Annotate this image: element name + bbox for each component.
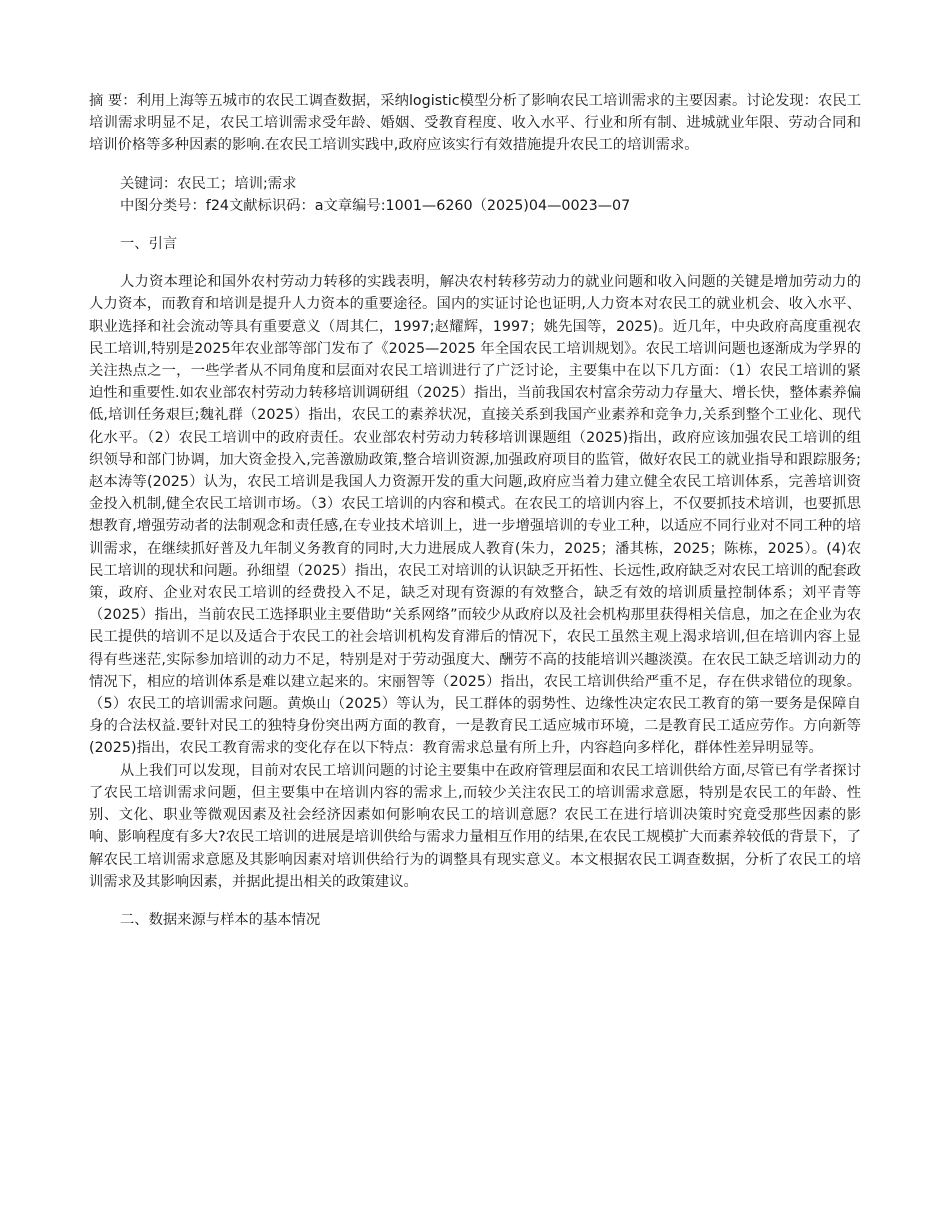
- abstract: 摘 要：利用上海等五城市的农民工调查数据，采纳logistic模型分析了影响农民工培训需求的主要因素。讨论发现：农民工培训需求明显不足，农民工培训需求受年龄、婚姻、受教育程度、收入水平、行业和所有制、进城就业年限、劳动合同和培训价格等多种因素的影响.在农民工培训实践中,政府应该实行有效措施提升农民工的培训需求。: [89, 93, 861, 154]
- document-page: [89, 90, 861, 947]
- keywords: 关键词：农民工；培训;需求: [120, 175, 297, 192]
- section-heading-data-sources: 二、数据来源与样本的基本情况: [120, 911, 321, 928]
- body-paragraph: 人力资本理论和国外农村劳动力转移的实践表明，解决农村转移劳动力的就业问题和收入问题的关键是增加劳动力的人力资本，而教育和培训是提升人力资本的重要途径。国内的实证讨论也证明,人力资本对农民工的就业机会、收入水平、职业选择和社会流动等具有重要意义（周其仁，1997;赵耀辉，1997；姚先国等，2025)。近几年，中央政府高度重视农民工培训,特别是2025年农业部等部门发布了《2025—2025 年全国农民工培训规划》。农民工培训问题也逐渐成为学界的关注热点之一，一些学者从不同角度和层面对农民工培训进行了广泛讨论，主要集中在以下几方面：（1）农民工培训的紧迫性和重要性.如农业部农村劳动力转移培训调研组（2025）指出，当前我国农村富余劳动力存量大、增长快，整体素养偏低,培训任务艰巨;魏礼群（2025）指出，农民工的素养状况，直接关系到我国产业素养和竞争力,关系到整个工业化、现代化水平。（2）农民工培训中的政府责任。农业部农村劳动力转移培训课题组（2025)指出，政府应该加强农民工培训的组织领导和部门协调，加大资金投入,完善激励政策,整合培训资源,加强政府项目的监管，做好农民工的就业指导和跟踪服务;赵本涛等(2025）认为，农民工培训是我国人力资源开发的重大问题,政府应当着力建立健全农民工培训体系，完善培训资金投入机制,健全农民工培训市场。（3）农民工培训的内容和模式。在农民工的培训内容上，不仅要抓技术培训，也要抓思想教育,增强劳动者的法制观念和责任感,在专业技术培训上，进一步增强培训的专业工种，以适应不同行业对不同工种的培训需求，在继续抓好普及九年制义务教育的同时,大力进展成人教育(朱力，2025；潘其栋，2025；陈栋，2025）。(4)农民工培训的现状和问题。孙细望（2025）指出，农民工对培训的认识缺乏开拓性、长远性,政府缺乏对农民工培训的配套政策，政府、企业对农民工培训的经费投入不足，缺乏对现有资源的有效整合，缺乏有效的培训质量控制体系；刘平青等（2025）指出，当前农民工选择职业主要借助“关系网络”而较少从政府以及社会机构那里获得相关信息，加之在企业为农民工提供的培训不足以及适合于农民工的社会培训机构发育滞后的情况下，农民工虽然主观上渴求培训,但在培训内容上显得有些迷茫,实际参加培训的动力不足，特别是对于劳动强度大、酬劳不高的技能培训兴趣淡漠。在农民工缺乏培训动力的情况下，相应的培训体系是难以建立起来的。宋丽智等（2025）指出，农民工培训供给严重不足，存在供求错位的现象。（5）农民工的培训需求问题。黄焕山（2025）等认为，民工群体的弱势性、边缘性决定农民工教育的第一要务是保障自身的合法权益.要针对民工的独特身份突出两方面的教育，一是教育民工适应城市环境，二是教育民工适应劳作。方向新等(2025)指出，农民工教育需求的变化存在以下特点：教育需求总量有所上升，内容趋向多样化，群体性差异明显等。: [89, 274, 861, 757]
- section-heading-introduction: 一、引言: [120, 236, 178, 253]
- body-paragraph: 从上我们可以发现，目前对农民工培训问题的讨论主要集中在政府管理层面和农民工培训供给方面,尽管已有学者探讨了农民工培训需求问题，但主要集中在培训内容的需求上,而较少关注农民工的培训需求意愿，特别是农民工的年龄、性别、文化、职业等微观因素及社会经济因素如何影响农民工的培训意愿？农民工在进行培训决策时究竟受那些因素的影响、影响程度有多大?农民工培训的进展是培训供给与需求力量相互作用的结果,在农民工规模扩大而素养较低的背景下，了解农民工培训需求意愿及其影响因素对培训供给行为的调整具有现实意义。本文根据农民工调查数据，分析了农民工的培训需求及其影响因素，并据此提出相关的政策建议。: [89, 762, 861, 890]
- classification-numbers: 中图分类号：f24文献标识码：a文章编号:1001—6260（2025)04—0023—07: [120, 197, 631, 214]
